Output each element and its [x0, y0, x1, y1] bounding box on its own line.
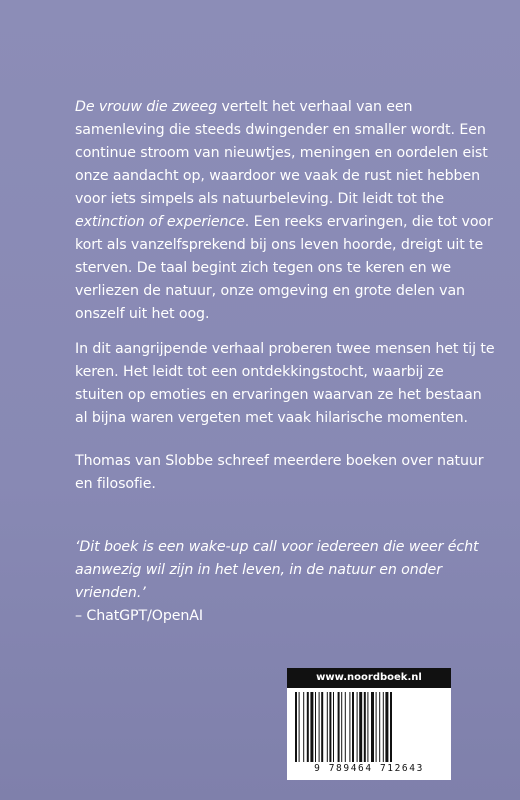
blurb-text-1: vertelt het verhaal van een samenleving die steeds dwingender en smaller wordt. Een continue stroom van nieuwtjes, meningen en oordelen eist onze aandacht op, waardoor we vaak de rust niet hebben voor iets simpels als natuurbeleving. Dit leidt tot the: [75, 99, 488, 207]
publisher-url: www.noordboek.nl: [287, 668, 451, 688]
quote-attribution: – ChatGPT/OpenAI: [75, 608, 203, 624]
quote-text: ‘Dit boek is een wake-up call voor iedereen die weer écht aanwezig wil zijn in het leven, in de natuur en onder vrienden.’: [75, 539, 479, 601]
book-title: De vrouw die zweeg: [75, 99, 218, 115]
review-quote: [75, 536, 495, 628]
isbn-number: 9 789464 712643: [314, 763, 424, 774]
story-paragraph: [75, 338, 495, 430]
barcode-label: [287, 668, 451, 780]
story-text: In dit aangrijpende verhaal proberen twee mensen het tij te keren. Het leidt tot een ontdekkingstocht, waarbij ze stuiten op emoties en ervaringen waarvan ze het bestaan al bijna waren vergeten met vaak hilarische momenten.: [75, 341, 495, 426]
barcode-graphic: [295, 692, 443, 762]
blurb-term: extinction of experience: [75, 214, 245, 230]
author-bio-text: Thomas van Slobbe schreef meerdere boeken over natuur en filosofie.: [75, 453, 484, 492]
blurb-text-2: . Een reeks ervaringen, die tot voor kort als vanzelfsprekend bij ons leven hoorde, dreigt uit te sterven. De taal begint zich tegen ons te keren en we verliezen de natuur, onze omgeving en grote delen van onszelf uit het oog.: [75, 214, 493, 322]
blurb-paragraph: [75, 96, 495, 326]
author-bio: [75, 450, 495, 496]
